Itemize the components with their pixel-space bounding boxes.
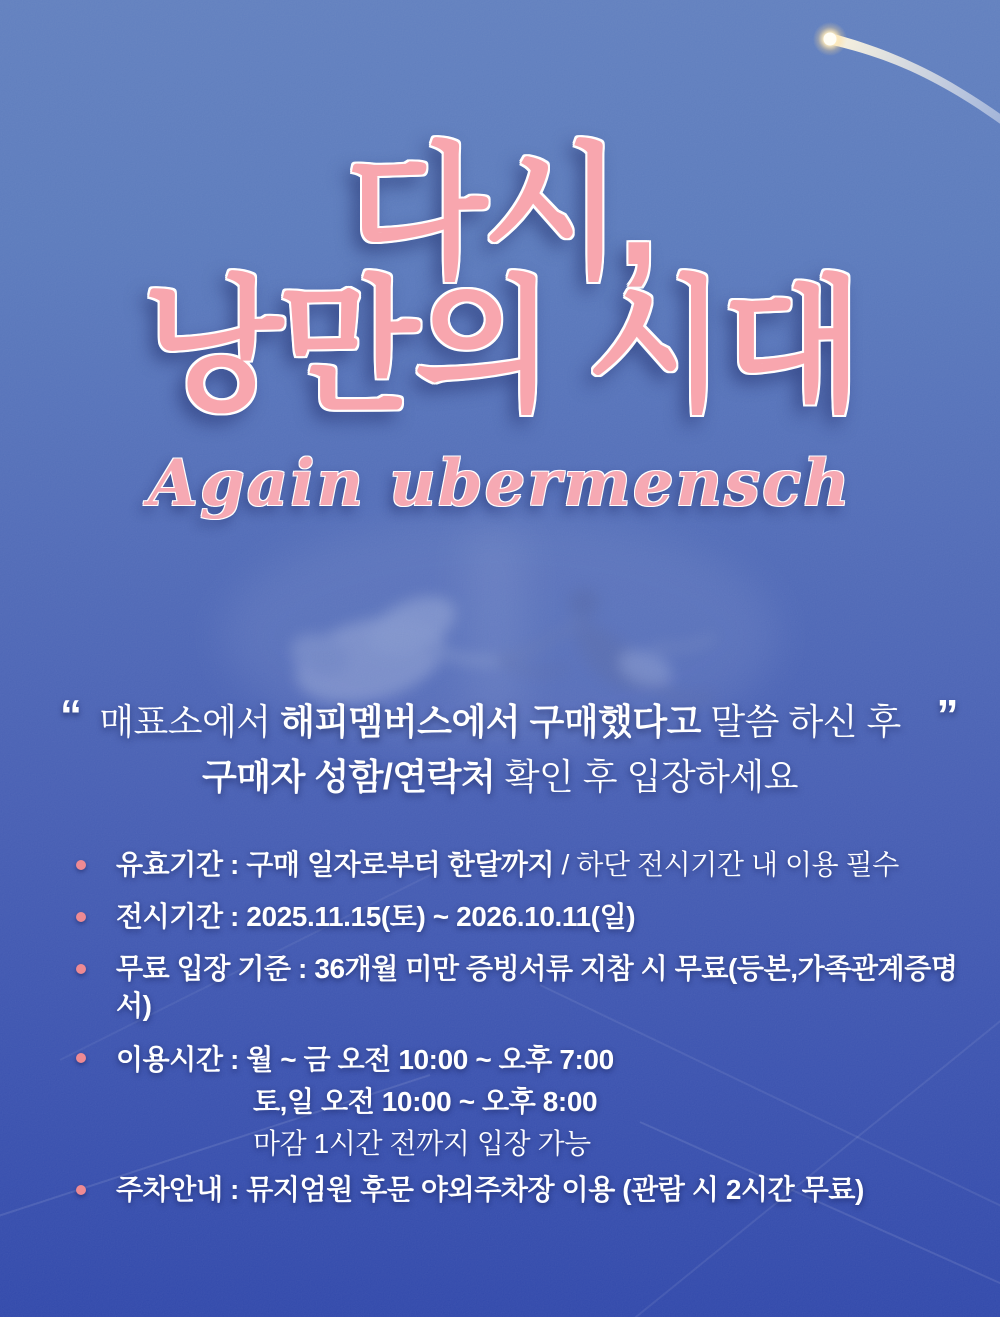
quote-text-segment: 말씀 하신 후 bbox=[700, 701, 901, 742]
info-text bbox=[116, 1039, 965, 1165]
info-text-bold: 이용시간 : 월 ~ 금 오전 10:00 ~ 오후 7:00 bbox=[116, 1044, 614, 1075]
bullet-dot-icon bbox=[76, 860, 86, 870]
info-line bbox=[116, 950, 965, 1024]
info-item-period bbox=[60, 898, 965, 935]
quote-text-segment: 구매자 성함/연락처 bbox=[202, 756, 496, 797]
subtitle-script: Again ubermensch bbox=[148, 446, 852, 521]
bullet-dot-icon bbox=[76, 964, 86, 974]
info-text-bold: 전시기간 : 2025.11.15(토) ~ 2026.10.11(일) bbox=[116, 901, 636, 932]
info-line bbox=[116, 898, 965, 935]
bullet-dot-icon bbox=[76, 1185, 86, 1195]
info-text bbox=[116, 950, 965, 1024]
info-line bbox=[116, 1039, 965, 1081]
title-line-1: 다시, bbox=[346, 132, 654, 295]
quote-line-2 bbox=[0, 749, 1000, 804]
info-item-validity bbox=[60, 846, 965, 883]
info-text-bold: 유효기간 : 구매 일자로부터 한달까지 bbox=[116, 849, 555, 880]
quote-block bbox=[0, 691, 1000, 804]
info-line bbox=[116, 846, 965, 883]
info-list bbox=[60, 846, 965, 1223]
bullet-dot-icon bbox=[76, 912, 86, 922]
quote-text-segment: 확인 후 입장하세요 bbox=[495, 756, 798, 797]
info-text bbox=[116, 898, 965, 935]
info-item-hours bbox=[60, 1039, 965, 1165]
info-item-free-entry bbox=[60, 950, 965, 1024]
info-line bbox=[116, 1171, 965, 1208]
main-title bbox=[0, 132, 1000, 428]
title-line-2: 낭만의 시대 bbox=[142, 264, 858, 428]
quote-open-mark: “ bbox=[60, 691, 82, 740]
info-text-bold: 무료 입장 기준 : 36개월 미만 증빙서류 지참 시 무료(등본,가족관계증명서) bbox=[116, 953, 958, 1021]
info-line-weekend-hours: 토,일 오전 10:00 ~ 오후 8:00 bbox=[253, 1086, 598, 1117]
info-text bbox=[116, 1171, 965, 1208]
info-line-last-entry: 마감 1시간 전까지 입장 가능 bbox=[253, 1128, 591, 1159]
quote-close-mark: ” bbox=[936, 691, 958, 740]
quote-text-segment: 매표소에서 bbox=[99, 701, 281, 742]
bullet-dot-icon bbox=[76, 1053, 86, 1063]
quote-text-segment: 해피멤버스에서 구매했다고 bbox=[280, 701, 701, 742]
info-text-regular: / 하단 전시기간 내 이용 필수 bbox=[554, 849, 899, 880]
info-text bbox=[116, 846, 965, 883]
info-item-parking bbox=[60, 1171, 965, 1208]
quote-line-1 bbox=[0, 694, 1000, 749]
info-text-bold: 주차안내 : 뮤지엄원 후문 야외주차장 이용 (관람 시 2시간 무료) bbox=[116, 1174, 864, 1205]
